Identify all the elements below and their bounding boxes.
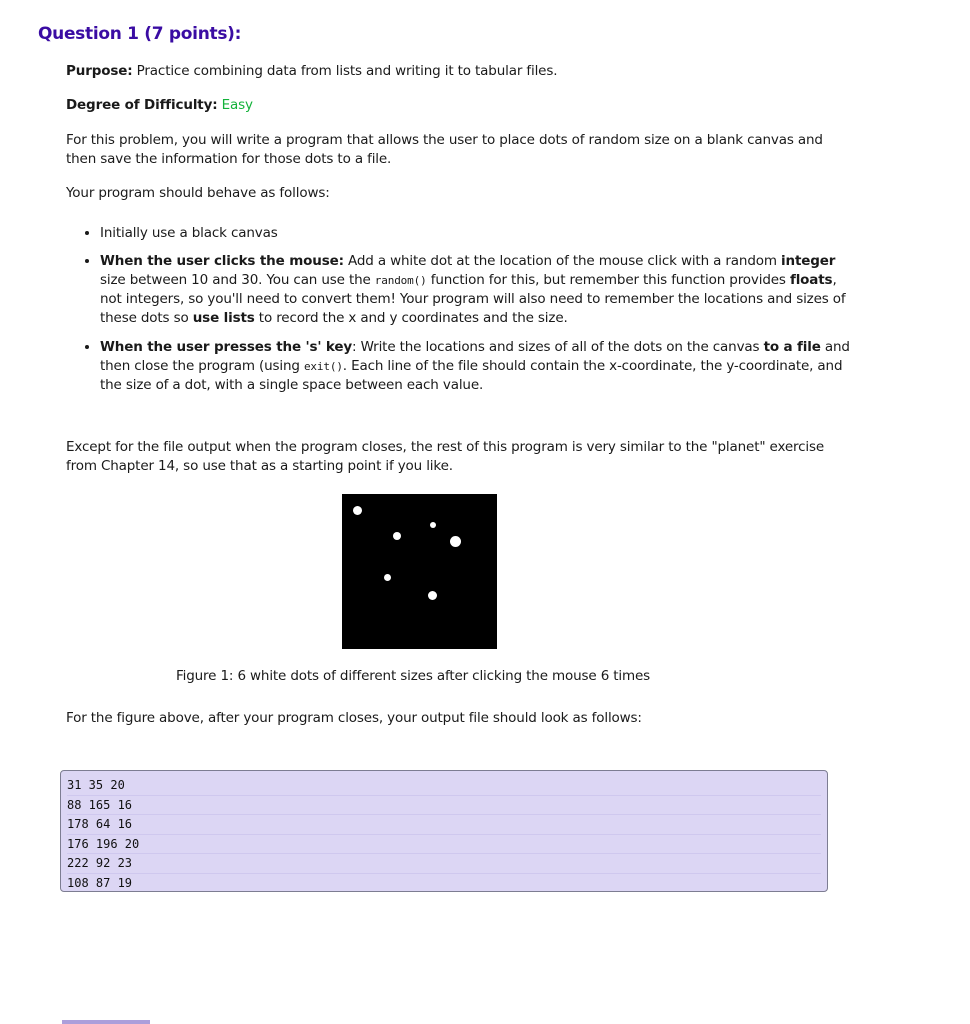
behave-paragraph: Your program should behave as follows: [66, 185, 330, 201]
output-line: 88 165 16 [67, 796, 821, 816]
figure-dot [393, 532, 401, 540]
figure-dot [430, 522, 436, 528]
bullet-2-lead: When the user clicks the mouse: [100, 253, 344, 269]
purpose-line [66, 62, 826, 81]
after-figure-paragraph: For the figure above, after your program closes, your output file should look as follows: [66, 710, 642, 726]
bullet-3-text-2: and then close the program (using [100, 339, 850, 374]
bullet-2-text-5: to record the x and y coordinates and the size. [254, 310, 568, 326]
use-lists-term: use lists [192, 310, 255, 326]
difficulty-line [66, 96, 826, 115]
figure-dot [450, 536, 461, 547]
purpose-text: Practice combining data from lists and writing it to tabular files. [132, 63, 558, 79]
output-line: 178 64 16 [67, 815, 821, 835]
question-heading: Question 1 (7 points): [38, 24, 242, 44]
figure-dot [428, 591, 437, 600]
behavior-list [66, 224, 860, 405]
difficulty-value: Easy [221, 97, 253, 113]
bullet-2-text-2: size between 10 and 30. You can use the [100, 272, 375, 288]
bullet-2-text-4: , not integers, so you'll need to convert them! Your program will also need to remember the locations and sizes of these dots so [100, 272, 846, 326]
output-line: 222 92 23 [67, 854, 821, 874]
integer-term: integer [781, 253, 836, 269]
random-code: random() [374, 274, 427, 287]
bullet-1-text: Initially use a black canvas [100, 225, 278, 241]
next-section-heading-fragment [62, 1020, 150, 1024]
output-line: 108 87 19 [67, 875, 133, 890]
bullet-2-text-1: Add a white dot at the location of the mouse click with a random [343, 253, 781, 269]
to-a-file-term: to a file [763, 339, 821, 355]
figure-black-canvas [342, 494, 497, 649]
intro-paragraph: For this problem, you will write a program that allows the user to place dots of random size on a blank canvas and then save the information for those dots to a file. [66, 132, 823, 167]
list-item [100, 252, 860, 328]
figure-dot [353, 506, 362, 515]
bullet-3-text-1: : Write the locations and sizes of all of the dots on the canvas [352, 339, 764, 355]
difficulty-label: Degree of Difficulty: [66, 97, 218, 113]
bullet-3-text-3: . Each line of the file should contain the x-coordinate, the y-coordinate, and the size of a dot, with a single space between each value. [100, 358, 843, 393]
exit-code: exit() [303, 360, 343, 373]
output-file-box [60, 770, 828, 892]
except-paragraph: Except for the file output when the program closes, the rest of this program is very similar to the "planet" exercise from Chapter 14, so use that as a starting point if you like. [66, 439, 825, 474]
output-line: 176 196 20 [67, 835, 821, 855]
bullet-3-lead: When the user presses the 's' key [100, 339, 353, 355]
figure-caption: Figure 1: 6 white dots of different sizes after clicking the mouse 6 times [176, 668, 651, 684]
purpose-label: Purpose: [66, 63, 133, 79]
figure-dot [384, 574, 391, 581]
list-item [100, 224, 860, 243]
output-line: 31 35 20 [67, 776, 821, 796]
bullet-2-text-3: function for this, but remember this function provides [426, 272, 790, 288]
list-item [100, 338, 860, 395]
floats-term: floats [789, 272, 833, 288]
